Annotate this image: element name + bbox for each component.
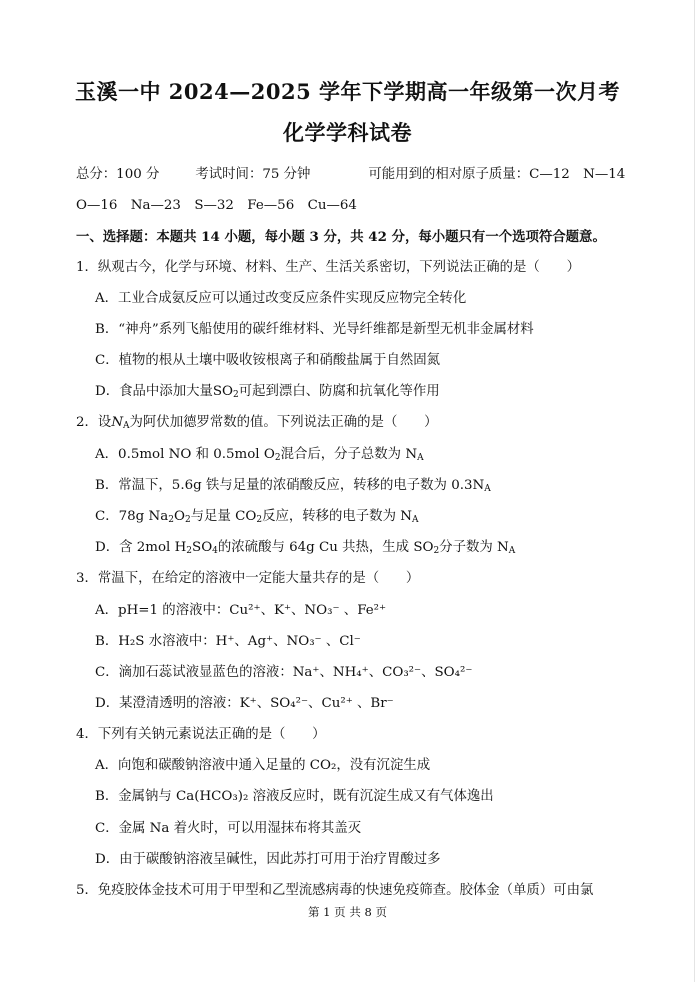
question-4-stem: 4．下列有关钠元素说法正确的是（ ） [76, 727, 326, 742]
q4-option-d: D．由于碳酸钠溶液呈碱性，因此苏打可用于治疗胃酸过多 [95, 852, 441, 867]
q4-option-b: B．金属钠与 Ca(HCO₃)₂ 溶液反应时，既有沉淀生成又有气体逸出 [95, 789, 494, 804]
q3-option-d: D．某澄清透明的溶液：K⁺、SO₄²⁻、Cu²⁺ 、Br⁻ [95, 696, 394, 711]
exam-time: 考试时间：75 分钟 [195, 167, 311, 182]
question-2-stem: 2．设$N_A$为阿伏加德罗常数的值。下列说法正确的是（ ） [76, 415, 438, 431]
q1-option-d: D．食品中添加大量$SO_2$可起到漂白、防腐和抗氧化等作用 [95, 384, 440, 400]
q2-option-b: B．常温下，5.6g 铁与足量的浓硝酸反应，转移的电子数为 $0.3N_A$ [95, 478, 491, 494]
q3-option-c: C．滴加石蕊试液显蓝色的溶液：Na⁺、NH₄⁺、CO₃²⁻、SO₄²⁻ [95, 665, 473, 680]
atomic-masses-2: O—16 Na—23 S—32 Fe—56 Cu—64 [76, 198, 357, 213]
q2-option-a: A．0.5mol NO 和 0.5mol $O_2$混合后，分子总数为 $N_A$ [95, 447, 424, 463]
section-heading: 一、选择题：本题共 14 小题，每小题 3 分，共 42 分，每小题只有一个选项符合题意。 [76, 229, 606, 245]
question-5-stem: 5．免疫胶体金技术可用于甲型和乙型流感病毒的快速免疫筛查。胶体金（单质）可由氯 [76, 883, 594, 898]
total-score: 总分：100 分 [76, 167, 160, 182]
exam-subtitle: 化学学科试卷 [283, 120, 412, 145]
atomic-masses-1: 可能用到的相对原子质量：C—12 N—14 [368, 167, 626, 182]
q1-option-b: B．“神舟”系列飞船使用的碳纤维材料、光导纤维都是新型无机非金属材料 [95, 322, 534, 337]
q4-option-c: C．金属 Na 着火时，可以用湿抹布将其盖灭 [95, 821, 362, 836]
q2-option-d: D．含 2mol $H_2SO_4$的浓硫酸与 64g Cu 共热，生成 $SO_2$分子数为 $N_A$ [95, 540, 516, 556]
q3-option-a: A．pH=1 的溶液中：Cu²⁺、K⁺、NO₃⁻ 、Fe²⁺ [95, 603, 387, 618]
q1-option-a: A．工业合成氨反应可以通过改变反应条件实现反应物完全转化 [95, 291, 467, 306]
q1-option-c: C．植物的根从土壤中吸收铵根离子和硝酸盐属于自然固氮 [95, 353, 441, 368]
exam-title: 玉溪一中 2024—2025 学年下学期高一年级第一次月考 [74, 79, 620, 104]
exam-meta-line [76, 166, 625, 184]
page-footer: 第 1 页 共 8 页 [308, 905, 387, 919]
question-3-stem: 3．常温下，在给定的溶液中一定能大量共存的是（ ） [76, 571, 420, 586]
so2-formula: $SO_2$ [212, 384, 239, 400]
q3-option-b: B．H₂S 水溶液中：H⁺、Ag⁺、NO₃⁻ 、Cl⁻ [95, 634, 361, 649]
question-1-stem: 1．纵观古今，化学与环境、材料、生产、生活关系密切，下列说法正确的是（ ） [76, 260, 580, 275]
q4-option-a: A．向饱和碳酸钠溶液中通入足量的 CO₂，没有沉淀生成 [95, 758, 431, 773]
q2-option-c: C．78g $Na_2O_2$与足量 $CO_2$反应，转移的电子数为 $N_A$ [95, 509, 419, 525]
